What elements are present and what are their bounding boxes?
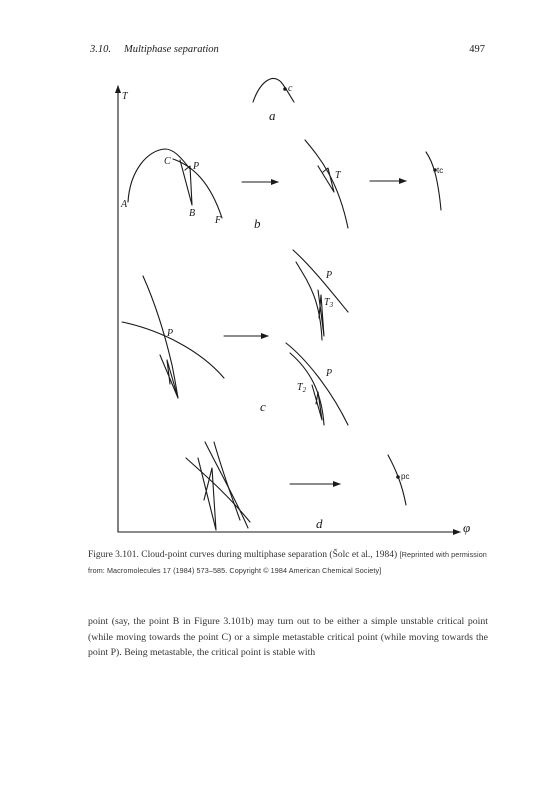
panel-c bbox=[122, 250, 348, 425]
section-title: Multiphase separation bbox=[124, 44, 219, 55]
panel-label-c: c bbox=[260, 399, 266, 414]
label-T2: $T_2$ bbox=[297, 382, 307, 394]
curve-d-c bbox=[214, 442, 240, 520]
body-paragraph: point (say, the point B in Figure 3.101b) may turn out to be either a simple unstable critical point (while moving towards the point C) or a simple metastable critical point (while moving towards the point P). Being metastable, the critical point is stable with bbox=[88, 616, 488, 658]
panel-label-b: b bbox=[254, 216, 261, 231]
y-axis-label: T bbox=[122, 91, 128, 102]
curve-b-right-final bbox=[426, 152, 444, 210]
panel-d bbox=[186, 442, 409, 531]
label-T: T bbox=[335, 170, 341, 181]
label-P-c3: P bbox=[326, 368, 333, 379]
curve-b-loop bbox=[180, 160, 192, 205]
label-F: F bbox=[215, 215, 222, 226]
curve-d-loop bbox=[198, 458, 216, 530]
critical-point-pc bbox=[396, 475, 400, 479]
curve-c-lower-a bbox=[286, 343, 348, 425]
label-P-b: P bbox=[193, 161, 200, 172]
critical-point-c bbox=[283, 87, 287, 91]
figure-caption bbox=[88, 547, 488, 579]
curve-b-left bbox=[128, 149, 190, 202]
curve-c-upper-b bbox=[296, 262, 322, 340]
panel-label-a: a bbox=[269, 108, 276, 123]
label-pc: pc bbox=[401, 472, 410, 481]
x-axis-label: φ bbox=[463, 520, 471, 535]
label-T3: $T_3$ bbox=[324, 297, 334, 309]
panel-b bbox=[120, 140, 443, 231]
label-c: c bbox=[288, 83, 293, 94]
curve-b-mid bbox=[305, 140, 348, 228]
label-P-c2: P bbox=[326, 270, 333, 281]
panel-label-d: d bbox=[316, 516, 323, 531]
page-number: 497 bbox=[469, 44, 485, 55]
section-number: 3.10. bbox=[90, 44, 111, 55]
caption-credit: [Reprinted with permission from: Macromolecules 17 (1984) 573–585. Copyright © 1984 American Chemical Society] bbox=[88, 550, 487, 575]
curve-d-b bbox=[205, 442, 248, 528]
label-A: A bbox=[121, 199, 128, 210]
label-C: C bbox=[164, 156, 171, 167]
caption-main: Figure 3.101. Cloud-point curves during multiphase separation (Šolc et al., 1984) bbox=[88, 550, 398, 560]
label-P-c: P bbox=[167, 328, 174, 339]
label-tc: tc bbox=[437, 166, 444, 175]
curve-c-loop bbox=[160, 355, 178, 398]
panel-a bbox=[253, 79, 294, 123]
label-B: B bbox=[189, 208, 196, 219]
